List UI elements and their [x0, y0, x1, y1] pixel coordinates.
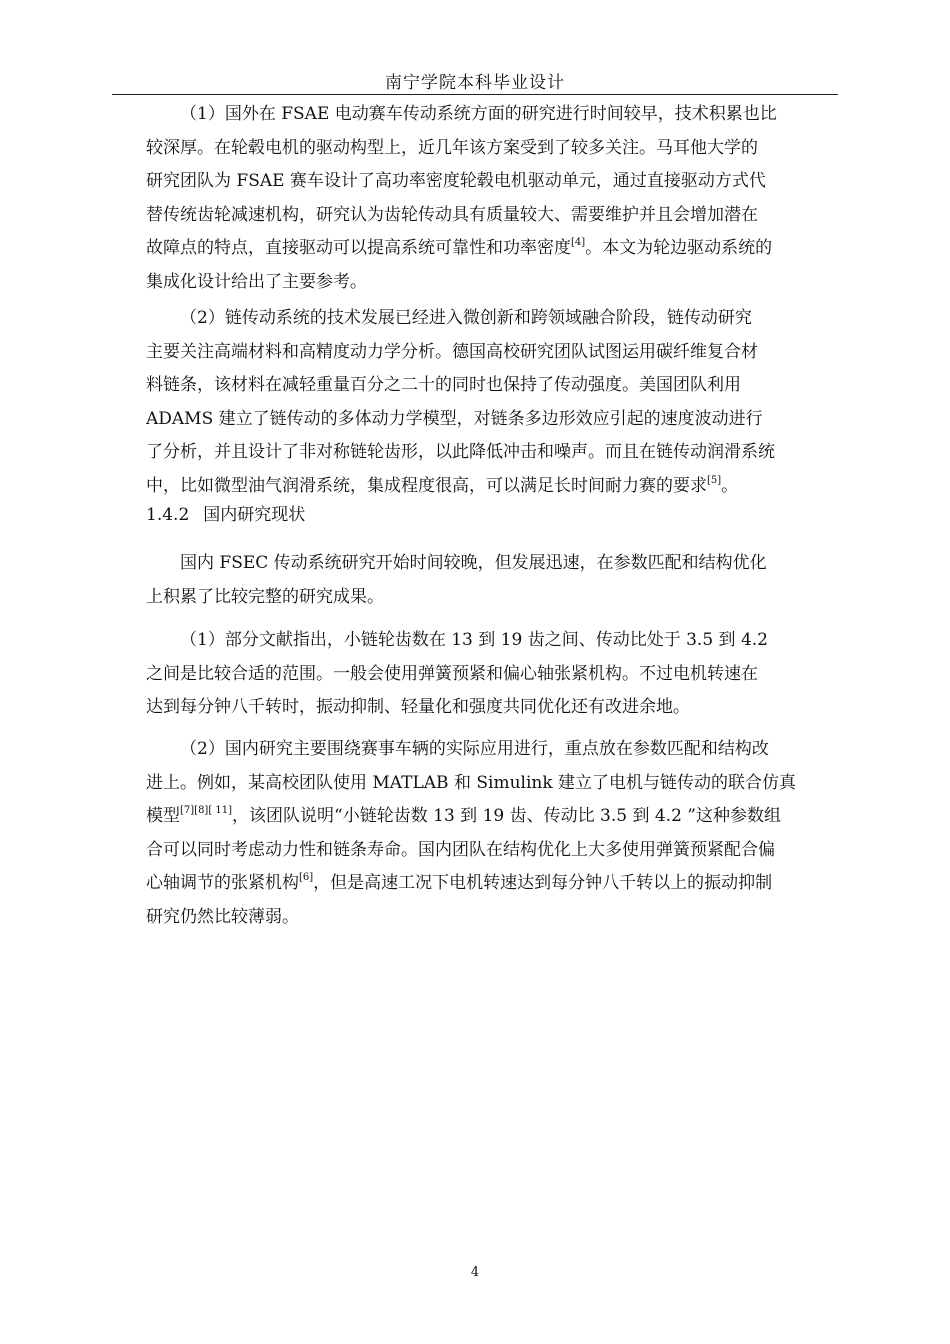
paragraph-domestic-literature — [146, 624, 858, 725]
paragraph-line: 之间是比较合适的范围。一般会使用弹簧预紧和偏心轴张紧机构。不过电机转速在 — [146, 663, 758, 684]
paragraph-line: 较深厚。在轮毂电机的驱动构型上，近几年该方案受到了较多关注。马耳他大学的 — [146, 137, 758, 158]
section-number: 1.4.2 — [146, 505, 190, 525]
paragraph-line: 集成化设计给出了主要参考。 — [146, 271, 367, 292]
line-text: 。本文为轮边驱动系统的 — [585, 238, 773, 259]
paragraph-line: 替传统齿轮减速机构，研究认为齿轮传动具有质量较大、需要维护并且会增加潜在 — [146, 204, 758, 225]
paragraph-foreign-fsae — [146, 98, 858, 300]
paragraph-line — [146, 800, 858, 834]
paragraph-line: （1）部分文献指出，小链轮齿数在 13 到 19 齿之间、传动比处于 3.5 到 4.2 — [180, 630, 768, 650]
paragraph-line: 主要关注高端材料和高精度动力学分析。德国高校研究团队试图运用碳纤维复合材 — [146, 341, 758, 362]
line-text: 故障点的特点，直接驱动可以提高系统可靠性和功率密度 — [146, 238, 571, 259]
page-header-title: 南宁学院本科毕业设计 — [385, 73, 565, 93]
paragraph-line: 国内 FSEC 传动系统研究开始时间较晚，但发展迅速，在参数匹配和结构优化 — [180, 553, 767, 573]
citation-reference: [7][8][ 11] — [180, 805, 233, 817]
header-divider — [112, 94, 838, 95]
paragraph-line: 合可以同时考虑动力性和链条寿命。国内团队在结构优化上大多使用弹簧预紧配合偏 — [146, 839, 775, 860]
paragraph-line: 料链条，该材料在减轻重量百分之二十的同时也保持了传动强度。美国团队利用 — [146, 375, 741, 396]
paragraph-line: 达到每分钟八千转时，振动抑制、轻量化和强度共同优化还有改进余地。 — [146, 697, 690, 718]
paragraph-line: （1）国外在 FSAE 电动赛车传动系统方面的研究进行时间较早，技术积累也比 — [180, 104, 777, 124]
paragraph-line: 了分析，并且设计了非对称链轮齿形，以此降低冲击和噪声。而且在链传动润滑系统 — [146, 442, 775, 463]
paragraph-line: ADAMS 建立了链传动的多体动力学模型，对链条多边形效应引起的速度波动进行 — [146, 408, 763, 429]
citation-reference: [6] — [299, 872, 314, 884]
citation-reference: [4] — [571, 237, 586, 249]
paragraph-line — [146, 867, 858, 901]
paragraph-line: （2）链传动系统的技术发展已经进入微创新和跨领域融合阶段，链传动研究 — [180, 308, 752, 328]
line-text: 。 — [721, 475, 739, 496]
paragraph-chain-drive-foreign — [146, 302, 858, 504]
paragraph-domestic-research — [146, 733, 858, 935]
line-text: ，该团队说明“小链轮齿数 13 到 19 齿、传动比 3.5 到 4.2 ”这种参数组 — [232, 806, 781, 827]
paragraph-line: 上积累了比较完整的研究成果。 — [146, 586, 384, 607]
paragraph-line: 研究团队为 FSAE 赛车设计了高功率密度轮毂电机驱动单元，通过直接驱动方式代 — [146, 171, 766, 192]
page-number: 4 — [470, 1265, 480, 1280]
citation-reference: [5] — [707, 474, 722, 486]
paragraph-line: 研究仍然比较薄弱。 — [146, 906, 299, 927]
section-title: 国内研究现状 — [203, 505, 306, 525]
paragraph-line — [146, 232, 858, 266]
paragraph-line: （2）国内研究主要围绕赛事车辆的实际应用进行，重点放在参数匹配和结构改 — [180, 739, 769, 759]
line-text: 模型 — [146, 806, 180, 827]
line-text: 心轴调节的张紧机构 — [146, 873, 299, 894]
paragraph-line: 进上。例如，某高校团队使用 MATLAB 和 Simulink 建立了电机与链传动的联合仿真 — [146, 772, 797, 793]
line-text: 中，比如微型油气润滑系统，集成程度很高，可以满足长时间耐力赛的要求 — [146, 475, 707, 496]
section-heading — [146, 499, 546, 532]
paragraph-domestic-intro — [146, 547, 858, 614]
line-text: ，但是高速工况下电机转速达到每分钟八千转以上的振动抑制 — [313, 873, 773, 894]
